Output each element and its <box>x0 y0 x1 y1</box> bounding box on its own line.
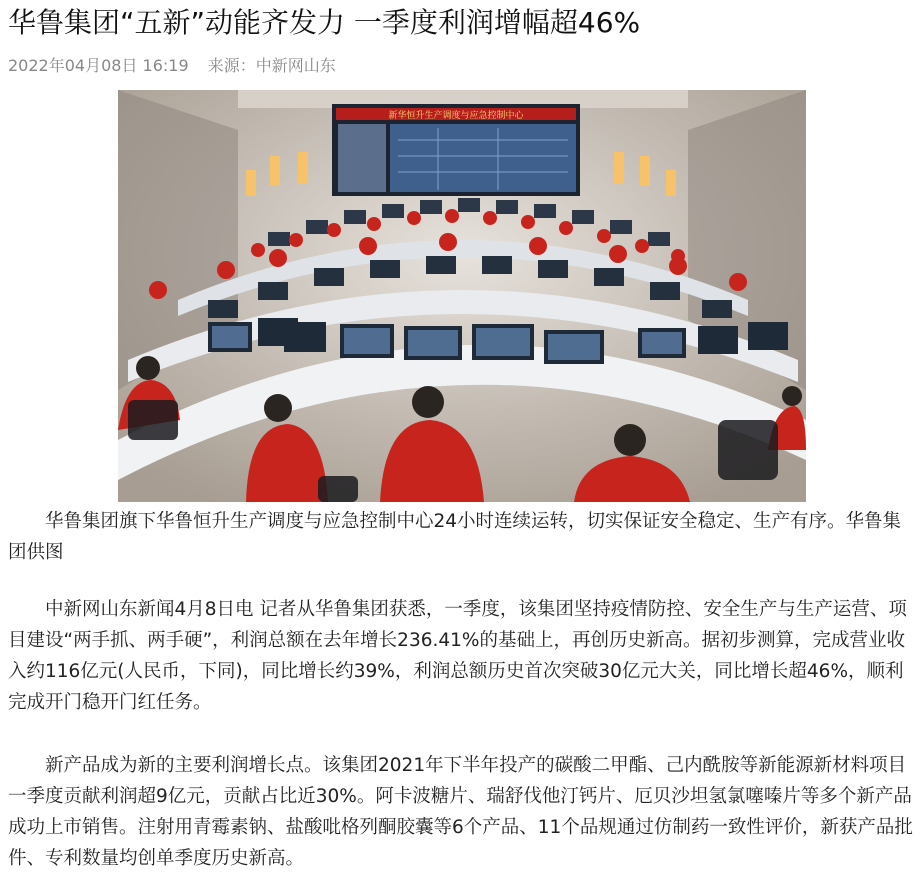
control-center-illustration <box>118 90 806 502</box>
control-center-photo <box>118 90 806 502</box>
publish-date: 2022年04月08日 16:19 <box>8 56 189 75</box>
article-paragraph-2: 新产品成为新的主要利润增长点。该集团2021年下半年投产的碳酸二甲酯、己内酰胺等新能源新材料项目一季度贡献利润超9亿元，贡献占比近30%。阿卡波糖片、瑞舒伐他汀钙片、厄贝沙坦氢氯噻嗪片等多个新产品成功上市销售。注射用青霉素钠、盐酸吡格列酮胶囊等6个产品、11个品规通过仿制药一致性评价，新获产品批件、专利数量均创单季度历史新高。 <box>8 755 913 869</box>
video-wall-banner: 新华恒升生产调度与应急控制中心 <box>388 111 524 121</box>
article-source: 来源：中新网山东 <box>207 56 336 75</box>
photo-caption: 华鲁集团旗下华鲁恒升生产调度与应急控制中心24小时连续运转，切实保证安全稳定、生产有序。华鲁集团供图 <box>8 511 902 563</box>
article-paragraph-1: 中新网山东新闻4月8日电 记者从华鲁集团获悉，一季度，该集团坚持疫情防控、安全生产与生产运营、项目建设“两手抓、两手硬”，利润总额在去年增长236.41%的基础上，再创历史新高。据初步测算，完成营业收入约116亿元(人民币，下同)，同比增长约39%，利润总额历史首次突破30亿元大关，同比增长超46%，顺利完成开门稳开门红任务。 <box>8 599 907 713</box>
article-meta <box>8 54 350 78</box>
article-title: 华鲁集团“五新”动能齐发力 一季度利润增幅超46% <box>8 6 641 39</box>
